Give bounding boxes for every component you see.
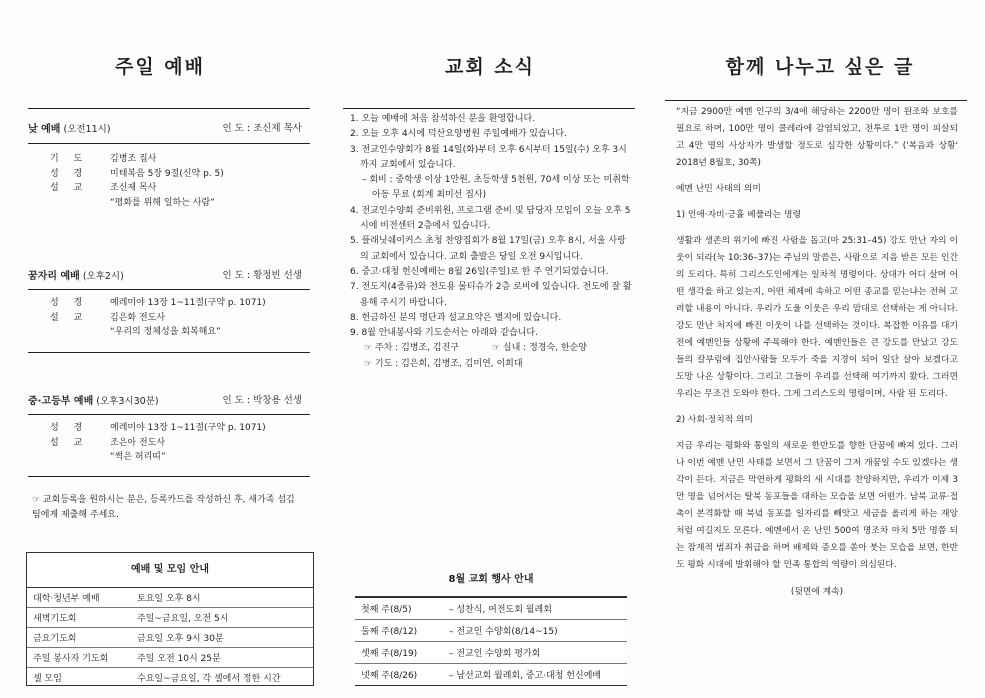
list-item: 7. 전도지(4종류)와 전도용 물티슈가 2층 로비에 있습니다. 전도에 잘 활용해 주시기 바랍니다. bbox=[350, 282, 632, 308]
list-item: 9. 8월 안내봉사와 기도순서는 아래와 같습니다. bbox=[350, 328, 538, 339]
events-table bbox=[355, 597, 627, 686]
service-leader: 인 도 : 박창용 선생 bbox=[222, 395, 302, 406]
divider bbox=[343, 108, 635, 109]
parking-volunteers: ☞ 주차 : 김병조, 김진구 bbox=[364, 343, 459, 354]
sermon-title: “썩은 허리띠” bbox=[110, 452, 166, 462]
news-list bbox=[350, 112, 632, 372]
events-title: 8월 교회 행사 안내 bbox=[448, 574, 534, 585]
page-title-worship: 주일 예배 bbox=[114, 56, 206, 78]
sermon-title: “우리의 정체성을 회복해요” bbox=[110, 327, 221, 337]
registration-notice: ☞ 교회등록을 원하시는 분은, 등록카드를 작성하신 후, 새가족 섬김팀에게 제출해 주세요. bbox=[32, 495, 295, 520]
divider bbox=[28, 289, 310, 290]
divider bbox=[28, 476, 310, 477]
article-quote: “지금 2900만 예멘 인구의 3/4에 해당하는 2200만 명이 원조와 보호를 필요로 하며, 100만 명이 콜레라에 감염되었고, 전투로 1만 명이 피살되고 4만 명의 사상자가 발생할 정도로 심각한 상황이다.” ('복음과 상황' 2018년 8월호, 30쪽) bbox=[676, 107, 958, 168]
service-block-youth bbox=[28, 392, 310, 407]
sermon-title: “평화를 위해 일하는 사람” bbox=[110, 197, 215, 208]
service-block-main bbox=[28, 120, 310, 135]
table-row: 셋째 주(8/19) – 전교인 수양회 평가회 bbox=[355, 642, 627, 664]
article-subheading: 2) 사회·정치적 의미 bbox=[676, 415, 753, 425]
service-details: 성 경 예레미야 13장 1~11절(구약 p. 1071) 설 교 조은아 전도사 “썩은 허리띠” bbox=[50, 421, 310, 465]
table-row: 둘째 주(8/12) – 전교인 수양회(8/14~15) bbox=[355, 620, 627, 642]
table-row: 넷째 주(8/26) – 남선교회 월례회, 중고·대청 헌신예배 bbox=[355, 664, 627, 686]
schedule-table bbox=[27, 587, 313, 687]
article bbox=[676, 104, 958, 601]
news-fee-note: – 회비 : 중학생 이상 1만원, 초등학생 5천원, 70세 이상 또는 미취학아동 무료 (회계 최미선 집사) bbox=[362, 175, 630, 201]
schedule-title: 예배 및 모임 안내 bbox=[130, 564, 210, 575]
list-item: 8. 헌금하신 분의 명단과 설교요약은 별지에 있습니다. bbox=[350, 312, 562, 323]
table-row: 첫째 주(8/5) – 성찬식, 여전도회 월례회 bbox=[355, 598, 627, 620]
indoor-volunteers: ☞ 실내 : 정경숙, 한순양 bbox=[492, 343, 587, 354]
service-block-dream bbox=[28, 267, 310, 282]
events-box bbox=[355, 596, 627, 687]
divider bbox=[665, 100, 967, 101]
list-item: 4. 전교인수양회 준비위원, 프로그램 준비 및 담당자 모임이 오늘 오후 5시에 비전센터 2층에서 있습니다. bbox=[350, 205, 631, 232]
service-name: 꿈자리 예배 (오후2시) bbox=[28, 271, 124, 282]
prayer-volunteers: ☞ 기도 : 김은희, 김병조, 김미연, 이희대 bbox=[364, 358, 523, 369]
list-item: 6. 중고·대청 헌신예배는 8월 26일(주일)로 한 주 연기되었습니다. bbox=[350, 266, 609, 277]
service-details: 성 경 예레미야 13장 1~11절(구약 p. 1071) 설 교 김은화 전도사 “우리의 정체성을 회복해요” bbox=[50, 296, 310, 340]
service-name: 중·고등부 예배 (오후3시30분) bbox=[28, 396, 159, 407]
article-paragraph: 지금 우리는 평화와 통일의 새로운 한반도를 향한 단꿈에 빠져 있다. 그러나 이번 예멘 난민 사태를 보면서 그 단꿈이 그저 개꿈일 수도 있겠다는 생각이 든다. 지금은 막연하게 평화의 새 시대를 찬양하지만, 우리가 이제 3만 명을 넘어서는 탈북 동포들을 대하는 모습을 보면 어떤가. 남북 교류·접촉이 본격화할 때 북녘 동포를 일자리를 빼앗고 세금을 올리게 하는 재앙처럼 여길지도 모른다. 예멘에서 온 난민 500여 명조차 마치 5만 명쯤 되는 잠재적 범죄자 취급을 하며 배제와 증오를 쏟아 붓는 모습을 보면, 한반도 평화 시대에 발휘해야 할 민족 통합의 역량이 의심된다. bbox=[676, 441, 958, 570]
list-item: 2. 오늘 오후 4시에 덕산요양병원 주일예배가 있습니다. bbox=[350, 129, 567, 140]
list-item: 3. 전교인수양회가 8월 14일(화)부터 오후 6시부터 15일(수) 오후 3시까지 교회에서 있습니다. bbox=[350, 144, 627, 170]
table-row: 대학·청년부 예배 토요일 오후 8시 bbox=[27, 588, 313, 608]
list-item: 5. 플래닛쉐이커스 초청 찬양집회가 8월 17일(금) 오후 8시, 서울 사랑의 교회에서 있습니다. 교회 출발은 당일 오전 9시입니다. bbox=[350, 236, 626, 262]
schedule-box bbox=[26, 552, 314, 686]
article-paragraph: 생활과 생존의 위기에 빠진 사람을 돕고(마 25:31–45) 강도 만난 자의 이웃이 되라(눅 10:36–37)는 주님의 말씀은, 사람으로 지음 받은 모든 인간의 도리다. 특히 그리스도인에게는 일차적 명령이다. 상대가 어디 살며 어떤 생각을 하고 있는지, 어떤 체제에 속하고 어떤 종교를 믿는냐는 전혀 고려할 내용이 아니다. 우리가 도울 이웃은 우리 맘대로 선택하는 게 아니다. 강도 만난 처지에 빠진 이웃이 나를 선택하는 것이다. 복잡한 이유를 대기 전에 예멘인들 상황에 주목해야 한다. 예멘인들은 큰 강도를 만났고 강도들의 칼부림에 집안사람들 모두가 죽을 지경이 되어 일단 살아 보겠다고 도망 나온 상황이다. 그리고 그들이 우리를 선택해 여기까지 왔다. 그러면 우리는 무조건 도와야 한다. 그게 그리스도의 명령이며, 사람 된 도리다. bbox=[676, 236, 958, 399]
service-details: 기 도 김병조 집사 성 경 미태복음 5장 9절(신약 p. 5) 설 교 조신제 목사 “평화를 위해 일하는 사람” bbox=[50, 152, 310, 210]
article-heading: 예멘 난민 사태의 의미 bbox=[676, 184, 761, 194]
table-row: 셀 모임 수요일~금요일, 각 셀에서 정한 시간 bbox=[27, 668, 313, 688]
table-row: 금요기도회 금요일 오후 9시 30분 bbox=[27, 628, 313, 648]
divider bbox=[28, 143, 310, 144]
service-name: 낮 예배 (오전11시) bbox=[28, 124, 111, 135]
divider bbox=[28, 352, 310, 353]
page-title-reflection: 함께 나누고 싶은 글 bbox=[725, 56, 915, 78]
service-leader: 인 도 : 황정빈 선생 bbox=[222, 270, 302, 281]
service-leader: 인 도 : 조신제 목사 bbox=[222, 123, 302, 134]
page-title-news: 교회 소식 bbox=[444, 56, 536, 78]
divider bbox=[28, 414, 310, 415]
table-row: 주일 봉사자 기도회 주일 오전 10시 25분 bbox=[27, 648, 313, 668]
article-subheading: 1) 인애·자비·긍휼 베풀라는 명령 bbox=[676, 210, 801, 220]
continued-note: (뒷면에 계속) bbox=[790, 587, 844, 597]
divider bbox=[28, 108, 310, 109]
list-item: 1. 오늘 예배에 처음 참석하신 분을 환영합니다. bbox=[350, 114, 536, 124]
table-row: 새벽기도회 주일~금요일, 오전 5시 bbox=[27, 608, 313, 628]
